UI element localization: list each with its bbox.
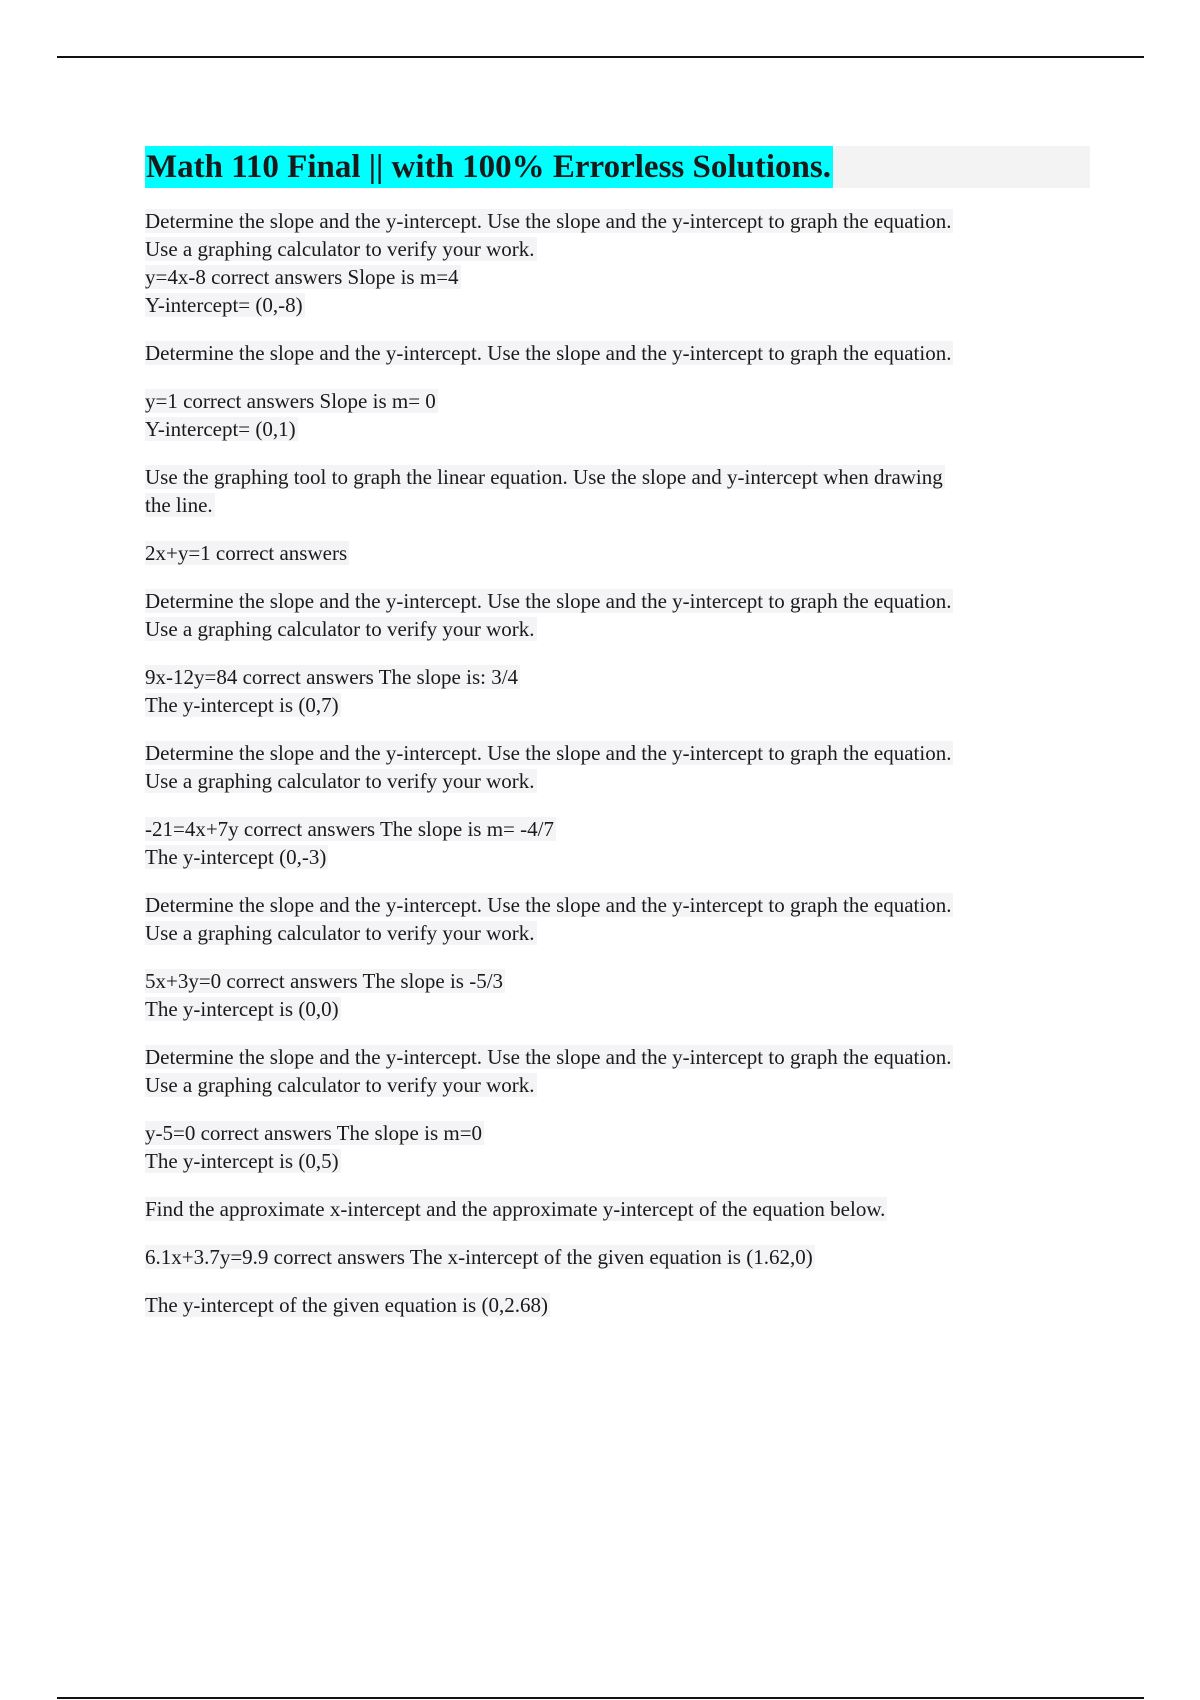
text-line	[145, 1043, 1090, 1071]
text-line-content: Find the approximate x-intercept and the approximate y-intercept of the equation below.	[145, 1197, 886, 1221]
text-line	[145, 1147, 1090, 1175]
text-line-content: Use a graphing calculator to verify your work.	[145, 1073, 535, 1097]
text-line-content: 9x-12y=84 correct answers The slope is: 3/4	[145, 665, 519, 689]
text-line-content: The y-intercept is (0,5)	[145, 1149, 339, 1173]
text-line	[145, 767, 1090, 795]
text-line	[145, 615, 1090, 643]
text-line-content: 2x+y=1 correct answers	[145, 541, 348, 565]
text-line	[145, 235, 1090, 263]
text-block	[145, 891, 1090, 947]
text-block	[145, 207, 1090, 319]
text-line	[145, 339, 1090, 367]
text-line-content: Determine the slope and the y-intercept. Use the slope and the y-intercept to graph the equation.	[145, 1045, 952, 1069]
text-line-content: 6.1x+3.7y=9.9 correct answers The x-intercept of the given equation is (1.62,0)	[145, 1245, 813, 1269]
text-line	[145, 463, 1090, 491]
text-line	[145, 1291, 1090, 1319]
text-line	[145, 815, 1090, 843]
text-line	[145, 967, 1090, 995]
text-line-content: 5x+3y=0 correct answers The slope is -5/3	[145, 969, 504, 993]
text-block	[145, 739, 1090, 795]
text-line	[145, 663, 1090, 691]
text-block	[145, 815, 1090, 871]
text-block	[145, 339, 1090, 367]
text-line-content: Y-intercept= (0,1)	[145, 417, 296, 441]
question-list	[145, 207, 1090, 1319]
text-block	[145, 967, 1090, 1023]
text-line-content: y=4x-8 correct answers Slope is m=4	[145, 265, 459, 289]
text-line	[145, 891, 1090, 919]
text-line	[145, 1119, 1090, 1147]
text-line-content: Determine the slope and the y-intercept. Use the slope and the y-intercept to graph the equation.	[145, 893, 952, 917]
text-line-content: The y-intercept (0,-3)	[145, 845, 327, 869]
text-line-content: Determine the slope and the y-intercept. Use the slope and the y-intercept to graph the equation.	[145, 209, 952, 233]
text-line	[145, 387, 1090, 415]
text-line	[145, 263, 1090, 291]
title-band	[145, 146, 1090, 188]
text-line	[145, 691, 1090, 719]
text-block	[145, 1043, 1090, 1099]
text-line	[145, 995, 1090, 1023]
text-block	[145, 1243, 1090, 1271]
bottom-rule	[57, 1697, 1144, 1699]
text-line-content: Determine the slope and the y-intercept. Use the slope and the y-intercept to graph the equation.	[145, 589, 952, 613]
text-block	[145, 387, 1090, 443]
text-line	[145, 1243, 1090, 1271]
text-block	[145, 663, 1090, 719]
top-rule	[57, 56, 1144, 58]
text-line	[145, 843, 1090, 871]
text-line-content: Use a graphing calculator to verify your work.	[145, 617, 535, 641]
text-line-content: The y-intercept of the given equation is (0,2.68)	[145, 1293, 548, 1317]
text-line-content: The y-intercept is (0,0)	[145, 997, 339, 1021]
text-line-content: Use a graphing calculator to verify your work.	[145, 237, 535, 261]
document-body	[145, 146, 1090, 1339]
text-line	[145, 491, 1090, 519]
text-line	[145, 919, 1090, 947]
text-line	[145, 587, 1090, 615]
text-block	[145, 463, 1090, 519]
text-line-content: Y-intercept= (0,-8)	[145, 293, 303, 317]
text-line-content: -21=4x+7y correct answers The slope is m= -4/7	[145, 817, 554, 841]
text-block	[145, 1291, 1090, 1319]
text-block	[145, 1119, 1090, 1175]
text-line-content: Determine the slope and the y-intercept. Use the slope and the y-intercept to graph the equation.	[145, 741, 952, 765]
text-line	[145, 1195, 1090, 1223]
text-line-content: Use a graphing calculator to verify your work.	[145, 921, 535, 945]
text-line	[145, 207, 1090, 235]
text-line-content: The y-intercept is (0,7)	[145, 693, 339, 717]
text-line	[145, 739, 1090, 767]
text-line-content: Use a graphing calculator to verify your work.	[145, 769, 535, 793]
text-line	[145, 1071, 1090, 1099]
text-block	[145, 539, 1090, 567]
text-line	[145, 539, 1090, 567]
text-line	[145, 291, 1090, 319]
document-title: Math 110 Final || with 100% Errorless Solutions.	[145, 146, 833, 188]
text-line-content: y-5=0 correct answers The slope is m=0	[145, 1121, 483, 1145]
text-line-content: Determine the slope and the y-intercept. Use the slope and the y-intercept to graph the equation.	[145, 341, 952, 365]
text-block	[145, 1195, 1090, 1223]
text-block	[145, 587, 1090, 643]
text-line-content: Use the graphing tool to graph the linear equation. Use the slope and y-intercept when drawing	[145, 465, 943, 489]
text-line-content: the line.	[145, 493, 213, 517]
text-line-content: y=1 correct answers Slope is m= 0	[145, 389, 436, 413]
text-line	[145, 415, 1090, 443]
